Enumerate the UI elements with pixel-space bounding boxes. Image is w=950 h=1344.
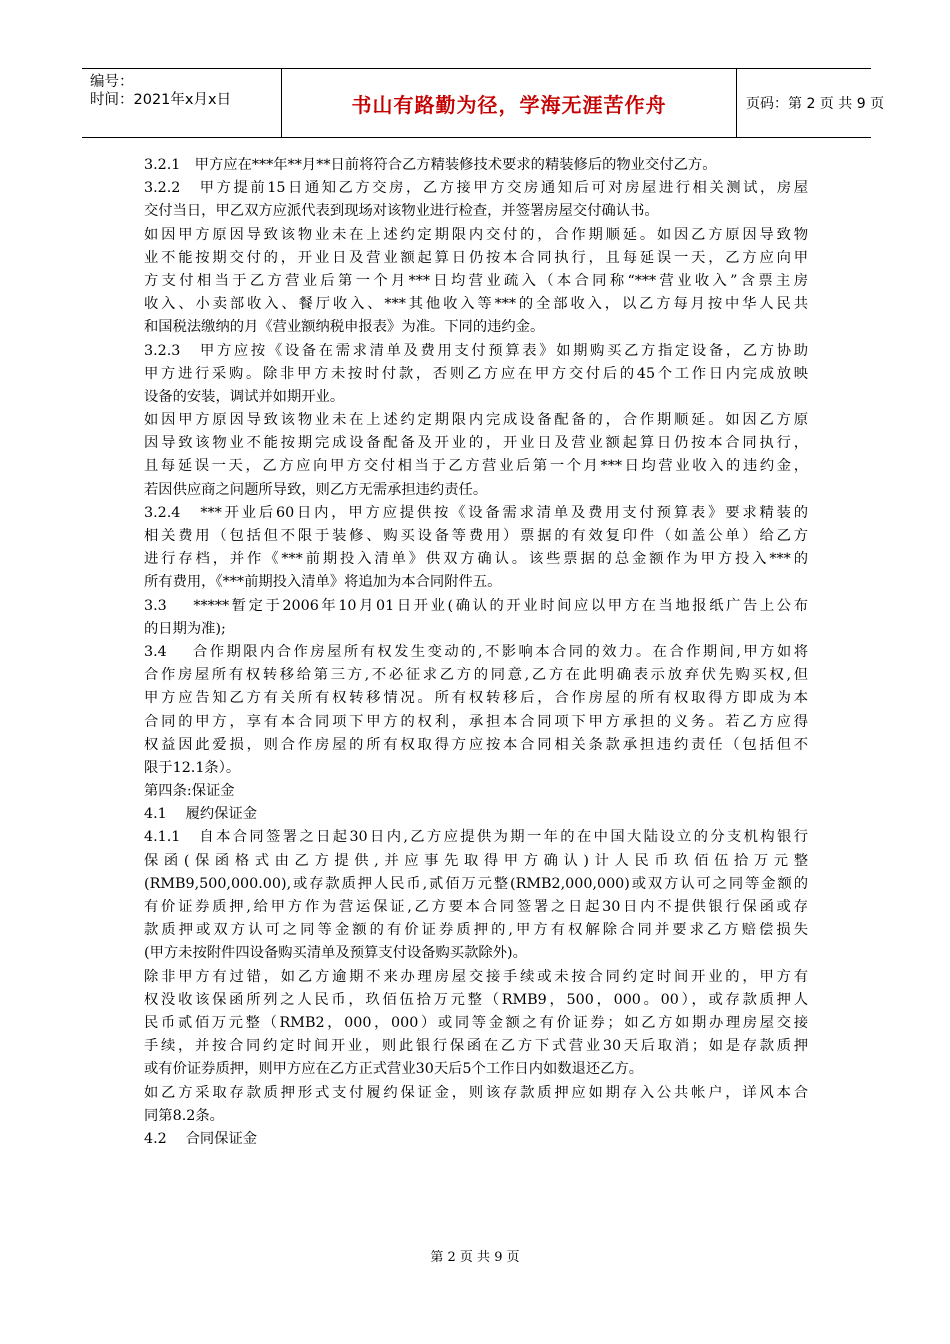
body-text-line: 设备的安装，调试并如期开业。 [144, 388, 345, 405]
header-page-code: 页码：第 2 页 共 9 页 [746, 96, 885, 112]
body-text-line: 有价证券质押,给甲方作为营运保证,乙方要本合同签署之日起30日内不提供银行保函或存 [144, 899, 808, 915]
header-motto: 书山有路勤为径，学海无涯苦作舟 [351, 92, 667, 117]
body-text-line: 合同的甲方，享有本合同项下甲方的权利，承担本合同项下甲方承担的义务。若乙方应得 [144, 713, 808, 730]
body-text-line: 权没收该保函所列之人民币，玖佰伍拾万元整（RMB9，500，000。00），或存款质押人 [144, 991, 808, 1008]
body-text-line: 甲方应告知乙方有关所有权转移情况。所有权转移后，合作房屋的所有权取得方即成为本 [144, 690, 808, 707]
body-text-line: 方支付相当于乙方营业后第一个月***日均营业疏入（本合同称“***营业收入”含票主房 [144, 272, 808, 289]
body-text-line: 除非甲方有过错，如乙方逾期不来办理房屋交接手续或未按合同约定时间开业的，甲方有 [144, 968, 808, 985]
body-text-line: 合作房屋所有权转移给第三方,不必征求乙方的同意,乙方在此明确表示放弃伏先购买权,但 [144, 667, 808, 684]
body-text-line: 3.2.1 甲方应在***年**月**日前将符合乙方精装修技术要求的精装修后的物业交付乙方。 [144, 157, 717, 173]
header-page-cell [737, 69, 885, 137]
body-text-line: 4.2 合同保证金 [144, 1130, 258, 1147]
body-text-line: 限于12.1条）。 [144, 759, 241, 776]
body-text-line: 若因供应商之问题所导致，则乙方无需承担违约责任。 [144, 481, 488, 498]
body-text-line: 进行存档，并作《***前期投入清单》供双方确认。该些票据的总金额作为甲方投入***的 [144, 551, 808, 568]
body-text-line: 3.2.3 甲方应按《设备在需求清单及费用支付预算表》如期购买乙方指定设备，乙方协助 [144, 342, 808, 359]
header-info-cell [82, 69, 282, 137]
body-text-line: 权益因此爱损，则合作房屋的所有权取得方应按本合同相关条款承担违约责任（包括但不 [144, 736, 808, 753]
body-text-line: 3.4 合作期限内合作房屋所有权发生变动的,不影响本合同的效力。在合作期间,甲方如将 [144, 643, 808, 660]
body-text-line: 4.1.1 自本合同签署之日起30日内,乙方应提供为期一年的在中国大陆设立的分支机构银行 [144, 829, 808, 846]
body-text-line: (RMB9,500,000.00),或存款质押人民币,贰佰万元整(RMB2,000,000)或双方认可之同等金额的 [144, 875, 808, 892]
body-text-line: 4.1 履约保证金 [144, 806, 258, 823]
contract-body-text [144, 154, 808, 1151]
document-date-label: 时间：2021年x月x日 [90, 92, 232, 108]
body-text-line: 所有费用，《***前期投入清单》将追加为本合同附件五。 [144, 574, 502, 591]
body-text-line: 手续，并按合同约定时间开业，则此银行保函在乙方下式营业30天后取消；如是存款质押 [144, 1038, 808, 1055]
body-text-line: 同第8.2条。 [144, 1107, 224, 1124]
header-motto-cell [282, 69, 737, 137]
body-text-line: 民币贰佰万元整（RMB2，000，000）或同等金额之有价证券；如乙方如期办理房屋交接 [144, 1014, 808, 1031]
body-text-line: 相关费用（包括但不限于装修、购买设备等费用）票据的有效复印件（如盖公单）给乙方 [144, 528, 808, 544]
body-text-line: (甲方未按附件四设备购买清单及预算支付设备购买款除外)。 [144, 945, 527, 962]
page-header [82, 68, 885, 138]
body-text-line: 3.2.2 甲方提前15日通知乙方交房，乙方接甲方交房通知后可对房屋进行相关测试，房屋 [144, 180, 808, 197]
body-text-line: 因导致该物业不能按期完成设备配备及开业的，开业日及营业额起算日仍按本合同执行， [144, 435, 808, 452]
body-text-line: 且每延误一天，乙方应向甲方交付相当于乙方营业后第一个月***日均营业收入的违约金， [144, 458, 808, 475]
body-text-line: 款质押或双方认可之同等金额的有价证券质押的,甲方有权解除合同并要求乙方赔偿损失 [144, 922, 808, 939]
body-text-line: 3.3 *****暂定于2006年10月01日开业(确认的开业时间应以甲方在当地报纸广告上公布 [144, 597, 808, 614]
body-text-line: 甲方进行采购。除非甲方未按时付款，否则乙方应在甲方交付后的45个工作日内完成放映 [144, 365, 808, 382]
page-footer-number: 第 2 页 共 9 页 [430, 1250, 520, 1265]
body-text-line: 如因甲方原因导致该物业未在上述约定期限内完成设备配备的，合作期顺延。如因乙方原 [144, 412, 808, 429]
body-text-line: 和国税法缴纳的月《营业额纳税申报表》为准。下同的违约金。 [144, 319, 545, 336]
body-text-line: 如因甲方原因导致该物业未在上述约定期限内交付的，合作期顺延。如因乙方原因导致物 [144, 226, 808, 243]
document-number-label: 编号： [90, 74, 134, 90]
body-text-line: 交付当日，甲乙双方应派代表到现场对该物业进行检查，并签署房屋交付确认书。 [144, 203, 659, 220]
body-text-line: 收入、小卖部收入、餐厅收入、***其他收入等***的全部收入，以乙方每月按中华人民共 [144, 296, 808, 313]
body-text-line: 第四条:保证金 [144, 783, 235, 800]
body-text-line: 或有价证券质押，则甲方应在乙方正式营业30天后5个工作日内如数退还乙方。 [144, 1061, 644, 1078]
body-text-line: 的日期为准); [144, 620, 226, 637]
body-text-line: 如乙方采取存款质押形式支付履约保证金，则该存款质押应如期存入公共帐户，详风本合 [144, 1084, 808, 1101]
body-text-line: 保函(保函格式由乙方提供,并应事先取得甲方确认)计人民币玖佰伍拾万元整 [144, 852, 808, 869]
body-text-line: 3.2.4 ***开业后60日内，甲方应提供按《设备需求清单及费用支付预算表》要求精装的 [144, 504, 808, 521]
body-text-line: 业不能按期交付的，开业日及营业额起算日仍按本合同执行，且每延误一天，乙方应向甲 [144, 249, 808, 266]
